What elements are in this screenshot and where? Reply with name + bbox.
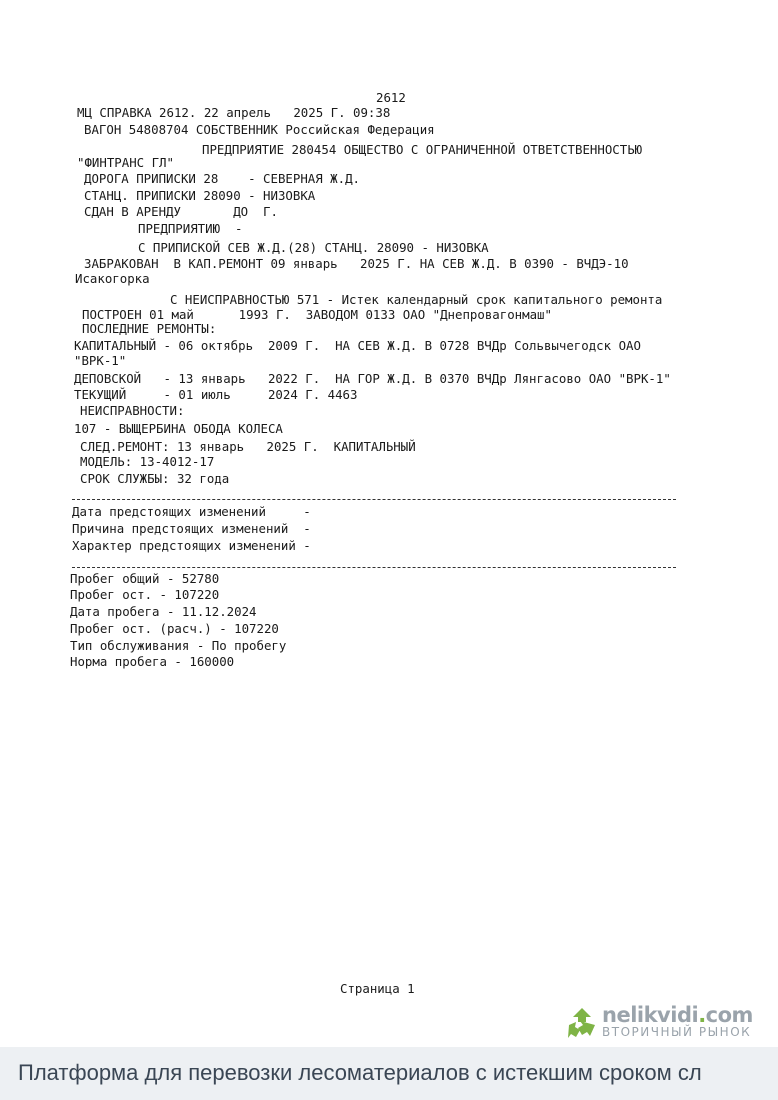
doc-line: "ФИНТРАНС ГЛ" [77, 155, 174, 170]
doc-line: НЕИСПРАВНОСТИ: [80, 403, 185, 418]
doc-line: СРОК СЛУЖБЫ: 32 года [80, 471, 230, 486]
doc-line: 107 - ВЫЩЕРБИНА ОБОДА КОЛЕСА [74, 421, 283, 436]
doc-line: КАПИТАЛЬНЫЙ - 06 октябрь 2009 Г. НА СЕВ Ж.Д. В 0728 ВЧДр Сольвычегодск ОАО [74, 338, 641, 353]
doc-line: Исакогорка [75, 271, 150, 286]
brand-tagline: ВТОРИЧНЫЙ РЫНОК [602, 1025, 752, 1039]
doc-line: Норма пробега - 160000 [70, 654, 235, 669]
doc-line: ПОСТРОЕН 01 май 1993 Г. ЗАВОДОМ 0133 ОАО "Днепровагонмаш" [82, 307, 552, 322]
doc-line: С ПРИПИСКОЙ СЕВ Ж.Д.(28) СТАНЦ. 28090 - НИЗОВКА [138, 240, 489, 255]
doc-line: Тип обслуживания - По пробегу [70, 638, 287, 653]
doc-line: ПОСЛЕДНИЕ РЕМОНТЫ: [82, 321, 217, 336]
doc-line: Дата предстоящих изменений - [72, 504, 311, 519]
divider [72, 567, 676, 568]
doc-line: Дата пробега - 11.12.2024 [70, 604, 257, 619]
listing-title[interactable]: Платформа для перевозки лесоматериалов с истекшим сроком сл [18, 1060, 702, 1085]
watermark-logo [564, 1003, 764, 1043]
doc-line: МЦ СПРАВКА 2612. 22 апрель 2025 Г. 09:38 [77, 105, 391, 120]
doc-line: ДЕПОВСКОЙ - 13 январь 2022 Г. НА ГОР Ж.Д. В 0370 ВЧДр Лянгасово ОАО "ВРК-1" [74, 371, 671, 386]
doc-line: "ВРК-1" [74, 353, 127, 368]
doc-line: ВАГОН 54808704 СОБСТВЕННИК Российская Федерация [84, 122, 435, 137]
doc-line: МОДЕЛЬ: 13-4012-17 [80, 454, 215, 469]
doc-line: С НЕИСПРАВНОСТЬЮ 571 - Истек календарный срок капитального ремонта [170, 292, 663, 307]
doc-line: Пробег ост. (расч.) - 107220 [70, 621, 279, 636]
doc-line: ЗАБРАКОВАН В КАП.РЕМОНТ 09 январь 2025 Г. НА СЕВ Ж.Д. В 0390 - ВЧДЭ-10 [84, 256, 629, 271]
brand-name: nelikvidi.com [602, 1003, 753, 1027]
doc-line: СЛЕД.РЕМОНТ: 13 январь 2025 Г. КАПИТАЛЬНЫЙ [80, 439, 416, 454]
recycle-icon [564, 1005, 600, 1041]
doc-line: СДАН В АРЕНДУ ДО Г. [84, 204, 278, 219]
divider [72, 499, 676, 500]
doc-line: Характер предстоящих изменений - [72, 538, 311, 553]
doc-line: Пробег ост. - 107220 [70, 587, 220, 602]
doc-line: ТЕКУЩИЙ - 01 июль 2024 Г. 4463 [74, 387, 358, 402]
document-number: 2612 [376, 90, 406, 105]
doc-line: ПРЕДПРИЯТИЮ - [138, 221, 243, 236]
doc-line: ПРЕДПРИЯТИЕ 280454 ОБЩЕСТВО С ОГРАНИЧЕННОЙ ОТВЕТСТВЕННОСТЬЮ [202, 142, 643, 157]
doc-line: Причина предстоящих изменений - [72, 521, 311, 536]
caption-bar [0, 1047, 778, 1100]
doc-line: Пробег общий - 52780 [70, 571, 220, 586]
doc-line: ДОРОГА ПРИПИСКИ 28 - СЕВЕРНАЯ Ж.Д. [84, 171, 361, 186]
page-number: Страница 1 [340, 981, 415, 996]
doc-line: СТАНЦ. ПРИПИСКИ 28090 - НИЗОВКА [84, 188, 316, 203]
